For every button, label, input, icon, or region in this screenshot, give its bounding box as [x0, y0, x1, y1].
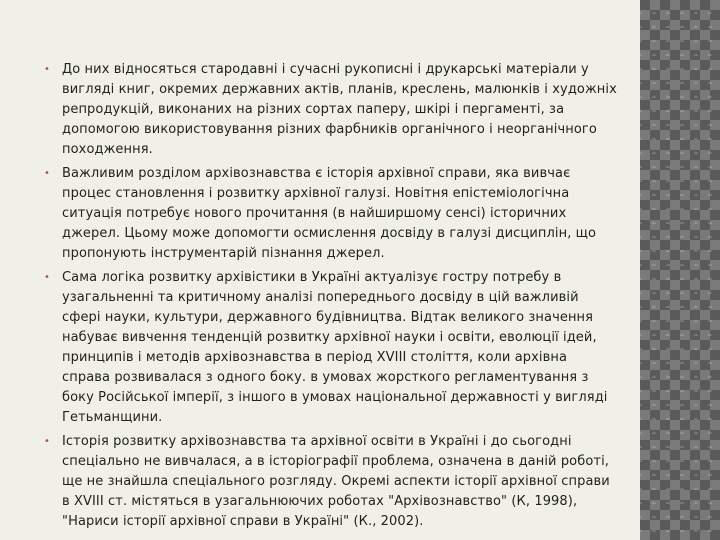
bullet-text: Сама логіка розвитку архівістики в Україні актуалізує гостру потребу в узагальненні та критичному аналізі попереднього досвіду в цій важливій сфері науки, культури, державного будівництва. Відтак великого значення набуває вивчення тенденцій розвитку архівної науки і освіти, еволюції ідей, принципів і методів архівознавства в період XVIII століття, коли архівна справа розвивалася з одного боку. в умовах жорсткого регламентування з боку Російської імперії, з іншого в умовах національної державності у вигляді Гетьманщини. [62, 270, 608, 425]
bullet-item [44, 164, 618, 264]
bullet-list [44, 60, 618, 536]
bullet-text: Історія розвитку архівознавства та архівної освіти в Україні і до сьогодні спеціально не вивчалася, а в історіографії проблема, означена в даній роботі, ще не знайшла спеціального розгляду. Окремі аспекти історії архівної справи в XVIII ст. містяться в узагальнюючих роботах "Архівознавство" (К, 1998), "Нариси історії архівної справи в Україні" (К., 2002). [62, 434, 610, 529]
bullet-item [44, 268, 618, 428]
decorative-pattern-strip [640, 0, 720, 540]
bullet-item [44, 432, 618, 532]
bullet-item [44, 60, 618, 160]
circle-bullet-icon: • [44, 168, 50, 179]
bullet-text: Важливим розділом архівознавства є історія архівної справи, яка вивчає процес становлення і розвитку архівної галузі. Новітня епістеміологічна ситуація потребує нового прочитання (в найширшому сенсі) історичних джерел. Цьому може допомогти осмислення досвіду в галузі дисциплін, що пропонують інструментарій пізнання джерел. [62, 166, 597, 261]
bullet-text: До них відносяться стародавні і сучасні рукописні і друкарські матеріали у вигляді книг, окремих державних актів, планів, креслень, малюнків і художніх репродукцій, виконаних на різних сортах паперу, шкірі і пергаменті, за допомогою використовування різних фарбників органічного і неорганічного походження. [62, 62, 617, 157]
circle-bullet-icon: • [44, 64, 50, 75]
circle-bullet-icon: • [44, 436, 50, 447]
circle-bullet-icon: • [44, 272, 50, 283]
